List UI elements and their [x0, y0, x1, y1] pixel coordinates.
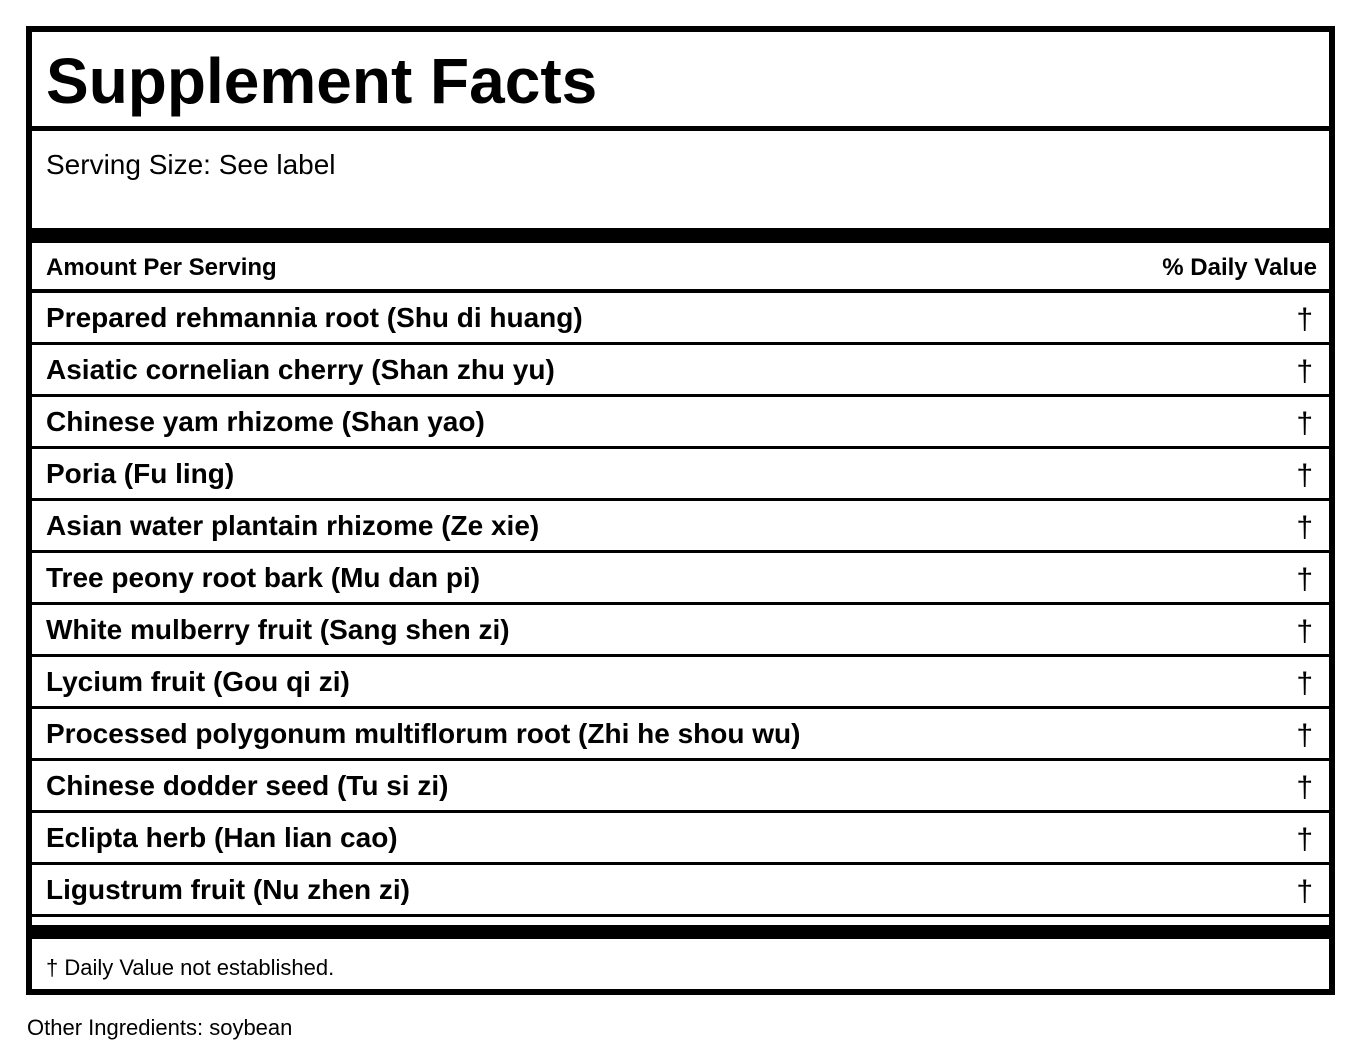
ingredient-row: [32, 397, 1329, 449]
amount-per-serving-header: Amount Per Serving: [46, 254, 277, 281]
ingredient-name: Ligustrum fruit (Nu zhen zi): [46, 874, 410, 905]
ingredient-name: Poria (Fu ling): [46, 458, 235, 489]
ingredient-daily-value: †: [1296, 615, 1313, 648]
panel-title: Supplement Facts: [46, 45, 598, 117]
ingredient-name: Asian water plantain rhizome (Ze xie): [46, 510, 540, 541]
ingredient-row: [32, 657, 1329, 709]
ingredient-name: Lycium fruit (Gou qi zi): [46, 666, 350, 697]
ingredient-name: Chinese dodder seed (Tu si zi): [46, 770, 449, 801]
ingredient-daily-value: †: [1296, 875, 1313, 908]
ingredient-row: [32, 345, 1329, 397]
ingredient-list: [32, 293, 1329, 917]
footnote: † Daily Value not established.: [46, 955, 335, 980]
ingredient-row: [32, 501, 1329, 553]
ingredient-daily-value: †: [1296, 459, 1313, 492]
ingredient-row: [32, 865, 1329, 917]
ingredient-daily-value: †: [1296, 407, 1313, 440]
ingredient-name: Chinese yam rhizome (Shan yao): [46, 406, 485, 437]
other-ingredients: Other Ingredients: soybean: [27, 1015, 293, 1040]
ingredient-name: Tree peony root bark (Mu dan pi): [46, 562, 481, 593]
supplement-facts-panel: [26, 26, 1335, 995]
ingredient-row: [32, 761, 1329, 813]
ingredient-row: [32, 553, 1329, 605]
ingredient-daily-value: †: [1296, 563, 1313, 596]
serving-size: Serving Size: See label: [46, 149, 336, 180]
ingredient-name: White mulberry fruit (Sang shen zi): [46, 614, 510, 645]
daily-value-header: % Daily Value: [1162, 254, 1317, 281]
ingredient-daily-value: †: [1296, 667, 1313, 700]
ingredient-name: Eclipta herb (Han lian cao): [46, 822, 398, 853]
ingredient-name: Asiatic cornelian cherry (Shan zhu yu): [46, 354, 555, 385]
ingredient-daily-value: †: [1296, 719, 1313, 752]
ingredient-daily-value: †: [1296, 823, 1313, 856]
title-band: [32, 32, 1329, 131]
ingredient-row: [32, 605, 1329, 657]
divider-thick-bottom: [32, 925, 1329, 939]
ingredient-row: [32, 813, 1329, 865]
ingredient-name: Prepared rehmannia root (Shu di huang): [46, 302, 583, 333]
divider-thick-top: [32, 228, 1329, 243]
ingredient-row: [32, 709, 1329, 761]
ingredient-daily-value: †: [1296, 355, 1313, 388]
ingredient-name: Processed polygonum multiflorum root (Zhi he shou wu): [46, 718, 801, 749]
ingredient-daily-value: †: [1296, 511, 1313, 544]
ingredient-row: [32, 449, 1329, 501]
ingredient-row: [32, 293, 1329, 345]
column-header-row: [32, 243, 1329, 293]
ingredient-daily-value: †: [1296, 771, 1313, 804]
ingredient-daily-value: †: [1296, 303, 1313, 336]
